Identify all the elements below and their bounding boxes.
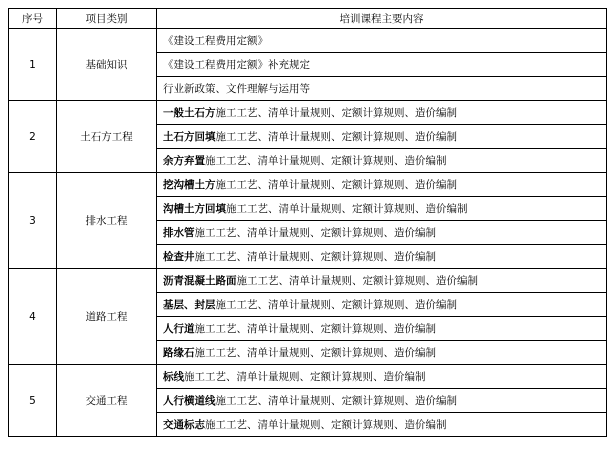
course-item-text: 行业新政策、文件理解与运用等 [163, 82, 310, 95]
course-item-text: 施工工艺、清单计量规则、定额计算规则、造价编制 [194, 226, 436, 239]
table-row [9, 29, 607, 53]
course-item-text: 《建设工程费用定额》 [163, 34, 268, 47]
course-item [157, 293, 607, 317]
course-item [157, 341, 607, 365]
row-category: 基础知识 [57, 29, 157, 101]
table-body [9, 29, 607, 437]
header-index: 序号 [9, 9, 57, 29]
table-row [9, 269, 607, 293]
course-item-topic: 人行横道线 [163, 394, 216, 407]
course-item-topic: 标线 [163, 370, 184, 383]
course-item [157, 77, 607, 101]
course-item-topic: 基层、封层 [163, 298, 216, 311]
course-item-text: 施工工艺、清单计量规则、定额计算规则、造价编制 [194, 322, 436, 335]
row-index: 4 [9, 269, 57, 365]
course-item [157, 269, 607, 293]
row-index: 1 [9, 29, 57, 101]
course-item-text: 施工工艺、清单计量规则、定额计算规则、造价编制 [205, 418, 447, 431]
row-category: 道路工程 [57, 269, 157, 365]
row-index: 3 [9, 173, 57, 269]
course-item-text: 施工工艺、清单计量规则、定额计算规则、造价编制 [215, 106, 457, 119]
course-item-topic: 沟槽土方回填 [163, 202, 226, 215]
course-item [157, 173, 607, 197]
course-item-topic: 沥青混凝土路面 [163, 274, 237, 287]
course-item [157, 53, 607, 77]
course-item-text: 《建设工程费用定额》补充规定 [163, 58, 310, 71]
course-item-text: 施工工艺、清单计量规则、定额计算规则、造价编制 [205, 154, 447, 167]
course-item-topic: 人行道 [163, 322, 195, 335]
table-row [9, 173, 607, 197]
course-item-topic: 路缘石 [163, 346, 195, 359]
header-content: 培训课程主要内容 [157, 9, 607, 29]
row-category: 土石方工程 [57, 101, 157, 173]
course-item-topic: 检查井 [163, 250, 195, 263]
course-item [157, 413, 607, 437]
course-item [157, 101, 607, 125]
course-item-text: 施工工艺、清单计量规则、定额计算规则、造价编制 [215, 178, 457, 191]
row-index: 5 [9, 365, 57, 437]
course-item [157, 389, 607, 413]
row-category: 交通工程 [57, 365, 157, 437]
header-category: 项目类别 [57, 9, 157, 29]
course-item-topic: 一般土石方 [163, 106, 216, 119]
course-item-topic: 排水管 [163, 226, 195, 239]
row-index: 2 [9, 101, 57, 173]
course-item-topic: 交通标志 [163, 418, 205, 431]
table-row [9, 365, 607, 389]
row-category: 排水工程 [57, 173, 157, 269]
course-item [157, 29, 607, 53]
course-item [157, 365, 607, 389]
course-item-text: 施工工艺、清单计量规则、定额计算规则、造价编制 [194, 250, 436, 263]
course-item [157, 245, 607, 269]
course-item-text: 施工工艺、清单计量规则、定额计算规则、造价编制 [184, 370, 426, 383]
table-row [9, 101, 607, 125]
course-item-topic: 挖沟槽土方 [163, 178, 216, 191]
course-item [157, 221, 607, 245]
course-item-topic: 余方弃置 [163, 154, 205, 167]
course-item [157, 197, 607, 221]
course-item-text: 施工工艺、清单计量规则、定额计算规则、造价编制 [215, 130, 457, 143]
course-item-text: 施工工艺、清单计量规则、定额计算规则、造价编制 [194, 346, 436, 359]
course-item-text: 施工工艺、清单计量规则、定额计算规则、造价编制 [215, 394, 457, 407]
course-item-text: 施工工艺、清单计量规则、定额计算规则、造价编制 [236, 274, 478, 287]
course-item-topic: 土石方回填 [163, 130, 216, 143]
course-item-text: 施工工艺、清单计量规则、定额计算规则、造价编制 [215, 298, 457, 311]
training-course-table [8, 8, 607, 437]
course-item-text: 施工工艺、清单计量规则、定额计算规则、造价编制 [226, 202, 468, 215]
course-item [157, 125, 607, 149]
course-item [157, 149, 607, 173]
table-header-row [9, 9, 607, 29]
course-item [157, 317, 607, 341]
